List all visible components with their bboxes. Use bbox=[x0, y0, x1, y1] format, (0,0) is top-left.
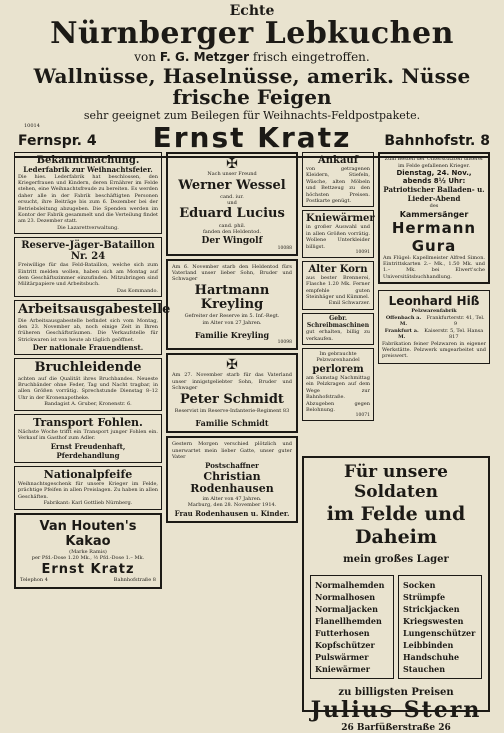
list-item: Kopfschützer bbox=[315, 640, 375, 651]
schmidt-intro: Am 27. November starb für das Vaterland unser innigstgeliebter Sohn, Bruder und Schwager bbox=[172, 372, 292, 392]
leon-addr1: Frankfurterstr. 41, Tel. 9 bbox=[426, 314, 485, 328]
list-item: Normalhemden bbox=[315, 580, 385, 591]
vh-tel: Telephon 4 bbox=[20, 576, 48, 583]
leon-name: Leonhard Hiß bbox=[388, 294, 480, 309]
list-item: Strümpfe bbox=[403, 592, 446, 603]
ad-julius-stern bbox=[302, 456, 490, 733]
list-item: Normalhosen bbox=[315, 592, 376, 603]
list-item: Pulswärmer bbox=[315, 652, 369, 663]
leon-row-1 bbox=[382, 315, 486, 328]
obit-rodenhausen bbox=[166, 436, 298, 522]
list-item: Normaljacken bbox=[315, 604, 378, 615]
leon-addr2: Kaiserstr. 5, Tel. Hansa 817 bbox=[424, 327, 484, 341]
column-right bbox=[302, 152, 490, 733]
obit-schmidt bbox=[166, 353, 298, 433]
stern-address: 26 Barfüßerstraße 26 bbox=[341, 722, 451, 733]
notice-arbeit bbox=[14, 300, 171, 355]
res-title: Reserve-Jäger-Bataillon Nr. 24 bbox=[21, 240, 155, 263]
rod-name: Christian Rodenhausen bbox=[190, 469, 274, 495]
list-item: Stauchen bbox=[403, 664, 446, 675]
leon-text: Fabrikation feiner Pelzwaren in eigener Werkstätte. Pelzwerk umgearbeitet und preiswert. bbox=[382, 340, 486, 360]
lebkuchen-headline: Nürnberger Lebkuchen bbox=[50, 16, 454, 51]
rod-sign: Frau Rodenhausen u. Kinder. bbox=[174, 508, 290, 518]
bek-text: Die hies. Lederfabrik hat beschlossen, den Kriegerfrauen und Kindern, deren Ernährer im Felde stehen, eine Weihnachtsfreude zu bereiten. Es werden daher alle in der Fabrik beschäftigten Personen ersucht, ihre Beiträge bis zum 6. Dezember bei der Betriebsleitung abzugeben. Die Spenden werden im Kontor der Fabrik gesammelt und die Verteilung findet am 23. Dezember statt. bbox=[18, 173, 158, 225]
ad-verloren bbox=[302, 348, 374, 421]
res-text: Freiwillige für das Feld-Bataillon, welche sich zum Eintritt melden wollen, haben sich am Montag auf dem Geschäftszimmer einzufinden. Mitzubringen sind Militärpapiere und Arbeitsbuch. bbox=[18, 262, 158, 288]
arb-title: Arbeitsausgabestelle bbox=[18, 302, 171, 318]
list-item: Handschuhe bbox=[403, 652, 460, 663]
korn-text: aus bester Brennerei, Flasche 1.20 Mk. Ferner empfehle guten Steinhäger und Kümmel. bbox=[306, 274, 370, 301]
vh-sub: (Marke Ramis) bbox=[69, 548, 107, 555]
rod-title: Postschaffner bbox=[205, 460, 259, 470]
res-sign: Das Kommando. bbox=[116, 287, 158, 294]
gura-by: des bbox=[429, 203, 439, 209]
ankauf-text: von getragenen Kleidern, Stiefeln, Wäsche, alten Möbeln und Bettzeug zu den höchsten Preisen. Postkarte genügt. bbox=[306, 166, 370, 204]
list-item: Socken bbox=[403, 580, 436, 591]
ad-nationalpfeife bbox=[14, 466, 162, 510]
ad-fohlen bbox=[14, 414, 162, 463]
lucius-name: Eduard Lucius bbox=[179, 206, 285, 222]
list-item: Kniewärmer bbox=[315, 664, 370, 675]
items-left-list bbox=[310, 575, 394, 679]
nat-sign: Fabrikant: Karl Gottlieb Nürnberg. bbox=[43, 500, 133, 507]
iron-cross-icon-2: ✠ bbox=[226, 357, 238, 374]
kn-text: in großer Auswahl und in allen Größen vorrätig. Wollene Unterkleider billigst. bbox=[306, 224, 370, 250]
von-prefix: von bbox=[134, 50, 157, 64]
obit-wessel-lucius bbox=[166, 152, 298, 256]
wessel-intro: Nach unser Freund bbox=[207, 171, 257, 177]
figs-headline: frische Feigen bbox=[172, 85, 332, 109]
leon-city2: Frankfurt a. M. bbox=[384, 327, 419, 341]
obit-kreyling bbox=[166, 259, 298, 351]
perl-title: Im gebrauchte Pelzwarenhandel bbox=[316, 350, 360, 364]
bek-subtitle: Lederfabrik zur Weihnachtsfeier. bbox=[23, 165, 153, 174]
maker-line bbox=[14, 51, 490, 63]
korn-sign: Emil Schwarzer. bbox=[328, 300, 370, 307]
wessel-text: fanden den Heldentod. bbox=[202, 229, 262, 236]
kreyling-code: 10098 bbox=[277, 340, 292, 346]
von-suffix: frisch eingetroffen. bbox=[252, 50, 370, 64]
list-item: Leibbinden bbox=[403, 640, 454, 651]
prices-line: zu billigsten Preisen bbox=[338, 687, 454, 699]
kn-title: Kniewärmer bbox=[306, 213, 375, 225]
schl-title: Gebr. Schreibmaschinen bbox=[306, 314, 370, 329]
nat-text: Weihnachtsgeschenk für unsere Krieger im Felde, prächtige Pfeifen in allen Preislagen. Zu haben in allen Geschäften. bbox=[18, 480, 158, 500]
items-right-list bbox=[398, 575, 482, 679]
kreyling-name: Hartmann Kreyling bbox=[194, 282, 270, 313]
ad-echte: Echte bbox=[229, 3, 275, 19]
schmidt-name: Peter Schmidt bbox=[180, 391, 284, 407]
korn-title: Alter Korn bbox=[308, 263, 368, 275]
kreyling-sign: Familie Kreyling bbox=[194, 330, 270, 341]
list-item: Flanellhemden bbox=[315, 616, 382, 627]
kreyling-intro: Am 6. November starb den Heldentod fürs Vaterland unser lieber Sohn, Bruder und Schwager bbox=[172, 263, 292, 283]
ad-gura bbox=[378, 152, 490, 284]
leon-sub: Pelzwarenfabrik bbox=[411, 308, 457, 315]
lucius-rank: cand. phil. bbox=[218, 222, 246, 229]
nat-title: Nationalpfeife bbox=[43, 467, 133, 481]
gura-role: Kammersänger bbox=[399, 209, 469, 219]
perl-code: 10071 bbox=[355, 413, 370, 419]
arb-text: Die Arbeitsausgabestelle befindet sich vom Montag, den 23. November ab, noch einige Zeit in Ihren früheren Geschäftsräumen. Die Verkaufstelle für Strickwaren ist von heute ab täglich geöffnet. bbox=[18, 317, 158, 343]
bek-title: Bekanntmachung. bbox=[36, 155, 140, 166]
list-item: Strickjacken bbox=[403, 604, 460, 615]
gura-text: Am Flügel: Kapellmeister Alfred Simon. Eintrittskarten 2.– Mk., 1.50 Mk. und 1.– Mk. bei Elwert'sche Universitätsbuchhandlung. bbox=[383, 254, 485, 280]
wessel-rank: cand. iur. bbox=[220, 193, 244, 200]
column-middle bbox=[166, 152, 298, 712]
kn-code: 10091 bbox=[355, 249, 370, 255]
list-item: Lungenschützer bbox=[403, 628, 476, 639]
iron-cross-icon: ✠ bbox=[226, 156, 238, 172]
ad-kniewaermer bbox=[302, 210, 374, 258]
gura-event: Patriotischer Balladen- u. Lieder-Abend bbox=[383, 185, 485, 203]
schl-text: gut erhalten, billig zu verkaufen. bbox=[306, 329, 370, 342]
masthead bbox=[14, 4, 490, 158]
perl-text: am Samstag Nachmittag ein Pelzkragen auf dem Wege zur Bahnhofstraße. Abzugeben gegen Belohnung. bbox=[306, 374, 370, 413]
column-right-narrow bbox=[302, 152, 374, 452]
freudenhaft: Ernst Freudenhaft, Pferdehandlung bbox=[50, 441, 126, 460]
wessel-und: und bbox=[227, 200, 237, 207]
columns bbox=[14, 152, 490, 733]
schmidt-rank: Reservist im Reserve-Infanterie-Regiment 83 bbox=[174, 407, 290, 414]
frauendienst: Der nationale Frauendienst. bbox=[32, 343, 144, 353]
ad-ankauf bbox=[302, 152, 374, 207]
wessel-sign: Der Wingolf bbox=[201, 235, 263, 246]
ad-van-houten bbox=[14, 513, 162, 590]
ad-schreibmaschinen bbox=[302, 313, 374, 345]
sol-sub: mein großes Lager bbox=[343, 554, 449, 566]
phone-number: Fernspr. 4 bbox=[18, 133, 97, 149]
list-item: Kriegswesten bbox=[403, 616, 464, 627]
firm-line bbox=[14, 121, 490, 154]
ankauf-title: Ankauf bbox=[317, 155, 358, 166]
schmidt-sign: Familie Schmidt bbox=[195, 418, 269, 429]
sol-h1: Für unsere Soldaten bbox=[344, 462, 448, 503]
leon-city1: Offenbach a. M. bbox=[385, 314, 422, 328]
list-item: Futterhosen bbox=[315, 628, 370, 639]
bruch-sign: Bandagist A. Gruber, Kronenstr. 6. bbox=[44, 401, 132, 408]
stern-name: Julius Stern bbox=[310, 697, 482, 724]
gura-date: Dienstag, 24. Nov., abends 8½ Uhr: bbox=[396, 169, 472, 185]
ad-code: 10014 bbox=[24, 123, 40, 129]
firm-name: Ernst Kratz bbox=[152, 121, 352, 154]
ad-bruch bbox=[14, 358, 162, 410]
ad-korn bbox=[302, 261, 374, 310]
bruch-title: Bruchleidende bbox=[34, 360, 142, 376]
bek-sign: Die Lazarettverwaltung. bbox=[57, 224, 119, 231]
leon-row-2 bbox=[382, 328, 486, 341]
kreyling-age: im Alter von 27 Jahren. bbox=[202, 319, 262, 326]
wessel-code: 10088 bbox=[277, 245, 292, 251]
gift-line: sehr geeignet zum Beilegen für Weihnachts-Feldpostpakete. bbox=[83, 109, 421, 122]
bruch-text: achten auf die Qualität ihres Bruchbandes. Neueste Bruchbänder ohne Feder, Tag und Nacht tragbar, in allen Größen vorrätig. Sprechstunde Dienstag 8–12 Uhr in der Kronenapotheke. bbox=[18, 375, 158, 401]
column-right-wide bbox=[378, 152, 490, 452]
rod-place: Marburg, den 28. November 1914. bbox=[187, 502, 277, 509]
sol-h2: im Felde und Daheim bbox=[326, 502, 466, 548]
wessel-name: Werner Wessel bbox=[178, 177, 286, 193]
rod-intro: Gestern Morgen verschied plötzlich und unerwartet mein lieber Gatte, unser guter Vater bbox=[172, 441, 292, 461]
nuts-headline: Wallnüsse, Haselnüsse, amerik. Nüsse bbox=[33, 64, 471, 88]
gura-top: Zum Besten der Unterstützten unserer im Felde gefallenen Krieger. bbox=[384, 156, 484, 169]
vh-price: per Pfd.-Dose 1.20 Mk., ½ Pfd.-Dose 1.– Mk. bbox=[31, 555, 145, 562]
gura-name: Hermann Gura bbox=[391, 218, 477, 255]
vh-title: Van Houten's Kakao bbox=[39, 518, 137, 549]
rod-age: im Alter von 47 Jahren. bbox=[202, 495, 262, 502]
street-address: Bahnhofstr. 8 bbox=[384, 133, 490, 149]
maker-name: F. G. Metzger bbox=[159, 50, 250, 64]
vh-footer bbox=[20, 577, 156, 584]
ad-hiss bbox=[378, 290, 490, 364]
notice-bekanntmachung bbox=[14, 152, 162, 234]
vh-street: Bahnhofstraße 8 bbox=[113, 576, 156, 583]
fohl-title: Transport Fohlen. bbox=[33, 415, 143, 429]
perl-head: perlorem bbox=[312, 363, 364, 375]
items-grid bbox=[310, 575, 482, 679]
soldaten-box bbox=[302, 456, 490, 733]
fohl-text: Nächste Woche trifft ein Transport junger Fohlen ein. Verkauf im Gasthof zum Adler. bbox=[18, 428, 158, 442]
column-left bbox=[14, 152, 171, 712]
vh-firm: Ernst Kratz bbox=[41, 561, 135, 577]
kreyling-rank: Gefreiter der Reserve im 5. Inf.-Regt. bbox=[184, 313, 280, 320]
notice-reserve bbox=[14, 237, 162, 297]
